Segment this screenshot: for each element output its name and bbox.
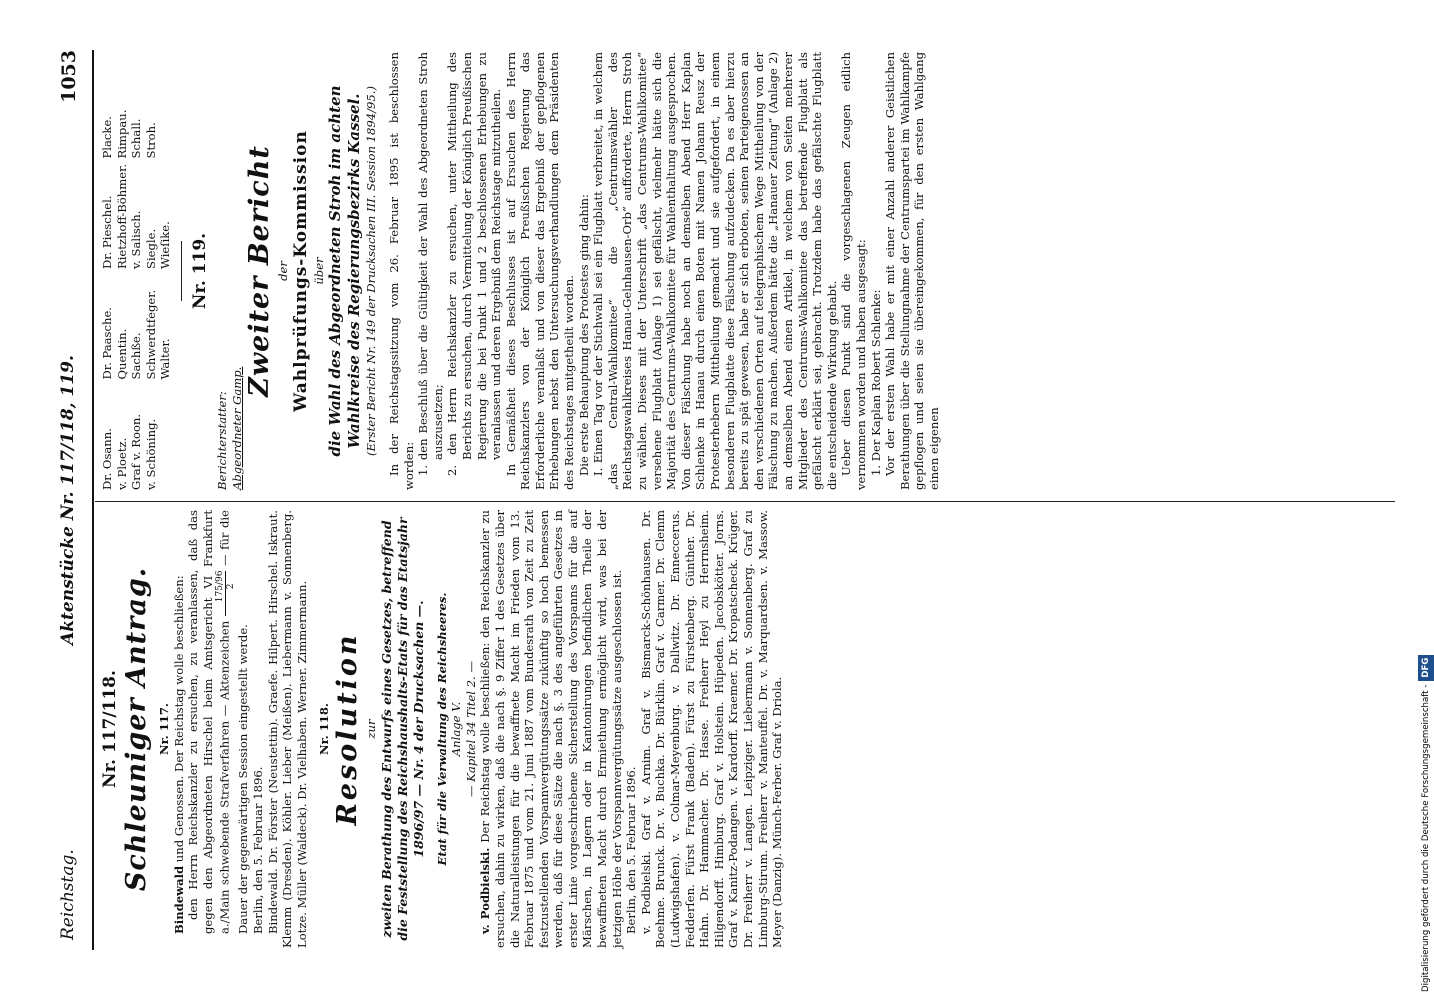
fraction-denominator: 2	[226, 583, 237, 590]
motion-body	[186, 510, 251, 948]
zur-label: zur	[363, 719, 378, 739]
ueber-label: über	[311, 257, 326, 285]
para-1: In der Reichstagssitzung vom 26. Februar 1895 ist beschlossen worden:	[386, 52, 416, 490]
motion-body-end: — für die Dauer der gegenwärtigen Session eingestellt werde.	[217, 510, 251, 934]
roster-table	[100, 52, 173, 490]
aktenzeichen-fraction	[215, 571, 236, 617]
para-5: Ueber diesen Punkt sind die vorgeschlagenen Zeugen eidlich vernommen worden und haben ausgesagt:	[839, 52, 868, 490]
report-subject: die Wahl des Abgeordneten Stroh im achten Wahlkreise des Regierungsbezirks Kassel.	[326, 85, 364, 457]
date-1: Berlin, den 5. Februar 1896.	[250, 766, 265, 934]
resolution-name: v. Podbielski.	[478, 847, 493, 934]
resolution-text: Der Reichstag wolle beschließen: den Reichskanzler zu ersuchen, dahin zu wirken, daß die nach §. 9 Ziffer 1 des Gesetzes über die Naturalleistungen für die bewaffnete Macht im Frieden vom 13. Februar 1875 und vom 21. Juni 1887 vom Bundesrath von Zeit zu Zeit festzustellenden Vorspannvergütungssätze zukünftig so hoch bemessen werden, daß für diese Sätze die nach §. 3 des angeführten Gesetzes in erster Linie vorgeschriebene Sicherstellung des Vorspanns für die auf Märschen, in Lagern oder in Kantonirungen befindlichen Theile der bewaffneten Macht durch Ermiethung ermöglicht wird, was bei der jetzigen Höhe der Vorspannvergütungssätze ausgeschlossen ist.	[478, 509, 624, 948]
page-header	[58, 50, 92, 950]
roster-cell: Wieſike.	[158, 221, 173, 269]
separator-rule	[181, 241, 182, 301]
first-report-ref: (Erster Bericht Nr. 149 der Drucksachen III. Session 1894/95.)	[364, 86, 379, 456]
roster-cell: Stroh.	[143, 122, 158, 159]
motion-body-text: den Herrn Reichskanzler zu ersuchen, zu veranlassen, daß das gegen den Abgeordneten Hirschel beim Amtsgericht VI Frankfurt a./Main schwebende Strafverfahren — Aktenzeichen	[186, 510, 232, 934]
signers-2: v. Podbielski. Graf v. Arnim. Graf v. Bismarck-Schönhausen. Dr. Boehme. Brunck. Dr. v. Buchka. Dr. Bürklin. Graf v. Carmer. Dr. Clemm (Ludwigshafen). v. Colmar-Meyenburg. v. Dallwitz. Dr. Enneccerus. Fedderſen. Fürst Frank (Baden). Fürst zu Fürstenberg. Günther. Dr. Hahn. Dr. Hammacher. Dr. Hasse. Freiherr Heyl zu Herrnsheim. Hilgendorff. Himburg. Graf v. Holstein. Hüpeden. Jacobskötter. Jorns. Graf v. Kanitz-Podangen. v. Kardorff. Kraemer. Dr. Kropatscheck. Krüger. Dr. Freiherr v. Langen. Leipziger. Liebermann v. Sonnenberg. Graf zu Limburg-Stirum. Freiherr v. Manteuffel. Dr. v. Marquardsen. v. Massow. Meyer (Danzig). Münch-Ferber. Graf v. Driola.	[638, 510, 785, 948]
berichterstatter-label: Berichterstatter:	[214, 391, 229, 490]
roster-cell: Dr. Paasche.	[100, 307, 114, 380]
para-7: Vor der ersten Wahl habe er mit einer Anzahl anderer Geistlichen Berathungen über die Stellungnahme der Centrumspartei im Wahlkampfe gepflogen und seien sie übereingekommen, für den ersten Wahlgang einen eigenen	[883, 52, 941, 490]
etat-title: Etat für die Verwaltung des Reichsheeres.	[434, 592, 449, 866]
roster-cell: Dr. Pieschel.	[100, 195, 114, 269]
roster-cell	[158, 384, 173, 491]
header-rule	[92, 50, 94, 950]
roster-cell: Rimpau.	[114, 109, 129, 159]
bericht-title: Zweiter Bericht	[244, 145, 276, 397]
resolution-body	[478, 510, 624, 948]
item-2: 2. den Herrn Reichskanzler zu ersuchen, unter Mittheilung des Berichts zu ersuchen, durch Vermittelung der Königlich Preußischen Regierung die bei Punkt 1 und 2 beschlossenen Erhebungen zu veranlassen und deren Ergebniß dem Reichstage mitzutheilen.	[445, 52, 504, 476]
motion-intro	[172, 510, 187, 948]
nr119-label: Nr. 119.	[189, 232, 210, 310]
roster-cell: v. Ploetz.	[114, 437, 129, 490]
dfg-logo: DFG	[1418, 655, 1434, 681]
para-2: In Gemäßheit dieses Beschlusses ist auf Ersuchen des Herrn Reichskanzlers von der Königlich Preußischen Regierung das Erforderliche veranlaßt und von dieser das Ergebniß der gepflogenen Erhebungen nebst den Untersuchungsverhandlungen dem Präsidenten des Reichstages mitgetheilt worden.	[503, 52, 577, 490]
fraction-numerator: 175/96	[215, 571, 226, 617]
right-column	[100, 52, 942, 490]
header-center: Aktenstücke Nr. 117/118, 119.	[58, 355, 78, 645]
motion-intro-name: Bindewald	[171, 865, 186, 934]
roster-cell: Sachße.	[129, 332, 144, 380]
roster-cell: Rietzhoff-Böhmer.	[114, 163, 129, 269]
roster-cell: v. Salisch.	[129, 210, 144, 269]
stamp-text: Digitalisierung gefördert durch die Deutsche Forschungsgemeinschaft -	[1421, 684, 1431, 992]
resolution-title: Resolution	[331, 632, 363, 826]
roster-cell	[158, 52, 173, 159]
kapitel-label: — Kapitel 34 Titel 2. —	[463, 660, 478, 798]
column-divider	[95, 501, 1395, 502]
para-3: Die erste Behauptung des Protestes ging dahin:	[576, 194, 591, 476]
nr117-label: Nr. 117.	[157, 703, 171, 755]
roster-cell: Dr. Osann.	[100, 428, 114, 490]
header-left: Reichstag.	[58, 849, 78, 940]
digitization-stamp	[1418, 8, 1434, 992]
roster-cell: Quentin.	[114, 328, 129, 380]
berichterstatter-name: Abgeordneter Gamp.	[229, 366, 244, 490]
signers-1: Bindewald. Dr. Förster (Neustettin). Graefe. Hilpert. Hirschel. Iskraut. Klemm (Dresden). Köhler. Lieber (Meißen). Liebermann v. Sonnenberg. Lotze. Müller (Waldeck). Dr. Vielhaben. Werner. Zimmermann.	[265, 510, 309, 948]
date-2: Berlin, den 5. Februar 1896.	[624, 766, 639, 934]
roster-cell: Siegle.	[143, 228, 158, 269]
left-column	[100, 510, 785, 948]
heading-number: Nr. 117/118.	[100, 670, 120, 788]
roster-cell: Placke.	[100, 116, 114, 159]
resolution-subtitle: zweiten Berathung des Entwurfs eines Gesetzes, betreffend die Feststellung des Reichshaushalts-Etats für das Etatsjahr 1896/97 — Nr. 4 der Drucksachen —.	[378, 517, 426, 941]
kommission-title: Wahlprüfungs-Kommission	[290, 130, 311, 412]
der-label: der	[276, 261, 291, 281]
roster-cell: Schall.	[129, 118, 144, 159]
stamp-text-wrap	[1418, 8, 1434, 992]
para-6: 1. Der Kaplan Robert Schlenke:	[868, 289, 883, 476]
heading-title: Schleuniger Antrag.	[121, 566, 152, 892]
roster-cell: Walter.	[158, 338, 173, 380]
item-1: 1. den Beschluß über die Gültigkeit der Wahl des Abgeordneten Stroh auszusetzen;	[416, 52, 445, 476]
roster-cell: Schwerdtfeger.	[143, 289, 158, 380]
motion-intro-rest: und Genossen. Der Reichstag wolle beschließen:	[171, 575, 186, 863]
para-4: I. Einen Tag vor der Stichwahl sei ein Flugblatt verbreitet, in welchem „das Central-Wahlkomitee“ die „Centrumswähler des Reichstagswahlkreises Hanau-Gelnhausen-Orb“ aufforderte, Herrn Stroh zu wählen. Dieses mit der Unterschrift „das Centrums-Wahlkomitee“ versehene Flugblatt (Anlage 1) sei gefälscht, vielmehr hätte sich die Majorität des Centrums-Wahlkomitee für Wahlenthaltung ausgesprochen. Von dieser Fälschung habe noch an demselben Abend Herr Kaplan Schlenke in Hanau durch einen Boten mit Namen Johann Reusz der Protesterhebern Mittheilung gemacht und sie aufgefordert, in einem besonderen Flugblatte diese Fälschung aufzudecken. Da es aber hierzu bereits zu spät gewesen, habe er sich erboten, seinen Parteigenossen an den verschiedenen Orten auf telegraphischem Wege Mittheilung von der Fälschung zu machen. Außerdem hätte die „Hanauer Zeitung“ (Anlage 2) an demselben Abend einen Artikel, in welchem von Seiten mehrerer Mitglieder des Centrums-Wahlkomitee das betreffende Flugblatt als gefälscht erklärt sei, gebracht. Trotzdem habe das gefälschte Flugblatt die entscheidende Wirkung gehabt.	[591, 52, 839, 490]
page-number: 1053	[58, 50, 80, 103]
roster-cell: Graf v. Roon.	[129, 413, 144, 490]
nr118-label: Nr. 118.	[317, 703, 332, 755]
roster-cell: v. Schöning.	[143, 418, 158, 490]
anlage-label: Anlage V.	[449, 701, 464, 757]
